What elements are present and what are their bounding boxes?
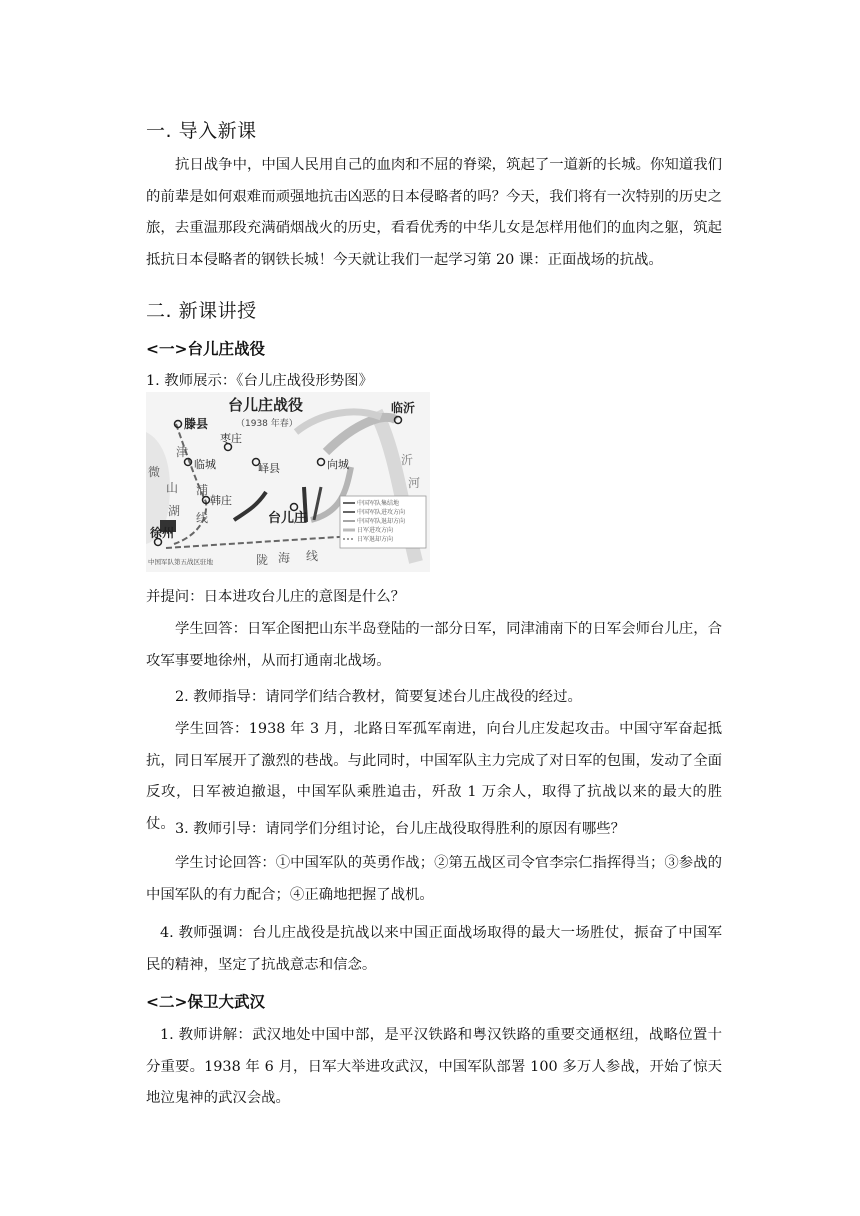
svg-text:津: 津 — [176, 445, 189, 459]
svg-text:山: 山 — [166, 481, 179, 495]
item-3: 3. 教师引导：请同学们分组讨论，台儿庄战役取得胜利的原因有哪些？ — [175, 821, 626, 837]
section-heading-intro: 一. 导入新课 — [146, 120, 257, 142]
item-4: 4. 教师强调：台儿庄战役是抗战以来中国正面战场取得的最大一场胜仗，振奋了中国军民的精神，坚定了抗战意志和信念。 — [146, 925, 722, 973]
map-title: 台儿庄战役 — [228, 396, 304, 414]
svg-text:中国军队退却方向: 中国军队退却方向 — [357, 518, 406, 525]
svg-text:线: 线 — [196, 511, 209, 525]
place-zaozhuang: 枣庄 — [220, 432, 242, 445]
item-2: 2. 教师指导：请同学们结合教材，简要复述台儿庄战役的经过。 — [175, 689, 582, 705]
place-linyi: 临沂 — [391, 401, 416, 415]
answer-1: 学生回答：日军企图把山东半岛登陆的一部分日军，同津浦南下的日军会师台儿庄，合攻军事要地徐州，从而打通南北战场。 — [146, 621, 722, 669]
subsection-heading-wuhan: <二>保卫大武汉 — [146, 993, 265, 1011]
map-subtitle: （1938 年春） — [236, 419, 298, 429]
svg-text:日军退却方向: 日军退却方向 — [357, 536, 394, 543]
answer-3: 学生讨论回答：①中国军队的英勇作战；②第五战区司令官李宗仁指挥得当；③参战的中国军队的有力配合；④正确地把握了战机。 — [146, 855, 722, 903]
taierzhuang-battle-map — [146, 392, 430, 572]
svg-text:日军进攻方向: 日军进攻方向 — [357, 527, 394, 534]
svg-text:海: 海 — [278, 551, 291, 565]
svg-text:浦: 浦 — [196, 483, 209, 497]
svg-text:线: 线 — [306, 549, 319, 563]
subsection-heading-taierzhuang: <一>台儿庄战役 — [146, 340, 265, 358]
svg-text:中国军队集结地: 中国军队集结地 — [357, 500, 400, 507]
wuhan-item-1: 1. 教师讲解：武汉地处中国中部，是平汉铁路和粤汉铁路的重要交通枢纽，战略位置十分重要。1938 年 6 月，日军大举进攻武汉，中国军队部署 100 多万人参战，开始了惊天地泣鬼神的武汉会战。 — [146, 1027, 722, 1107]
svg-text:微: 微 — [148, 465, 161, 479]
svg-text:中国军队进攻方向: 中国军队进攻方向 — [357, 509, 406, 516]
place-xuzhou: 徐州 — [150, 526, 175, 540]
place-xiangcheng: 向城 — [327, 458, 349, 471]
svg-text:陇: 陇 — [256, 553, 269, 567]
map-hq-label: 中国军队第五战区驻地 — [148, 558, 213, 566]
answer-2: 学生回答：1938 年 3 月，北路日军孤军南进，向台儿庄发起攻击。中国守军奋起抵抗，同日军展开了激烈的巷战。与此同时，中国军队主力完成了对日军的包围，发动了全面反攻，日军被迫撤退，中国军队乘胜追击，歼敌 1 万余人，取得了抗战以来的最大的胜仗。 — [146, 721, 722, 832]
section-heading-lecture: 二. 新课讲授 — [146, 300, 257, 322]
place-tengxian: 滕县 — [184, 417, 209, 431]
place-taierzhuang: 台儿庄 — [268, 511, 308, 526]
item-map-display: 1. 教师展示：《台儿庄战役形势图》 — [146, 373, 373, 389]
svg-text:沂: 沂 — [401, 453, 414, 467]
place-hanzhuang: 韩庄 — [210, 494, 232, 507]
place-lincheng: 临城 — [194, 458, 216, 471]
question-text: 并提问：日本进攻台儿庄的意图是什么？ — [146, 589, 406, 605]
svg-text:湖: 湖 — [168, 504, 181, 518]
place-yixian: 峄县 — [258, 462, 280, 475]
svg-text:河: 河 — [408, 476, 421, 490]
intro-paragraph: 抗日战争中，中国人民用自己的血肉和不屈的脊梁，筑起了一道新的长城。你知道我们的前辈是如何艰难而顽强地抗击凶恶的日本侵略者的吗？今天，我们将有一次特别的历史之旅，去重温那段充满硝烟战火的历史，看看优秀的中华儿女是怎样用他们的血肉之躯，筑起抵抗日本侵略者的钢铁长城！今天就让我们一起学习第 20 课：正面战场的抗战。 — [146, 157, 722, 268]
